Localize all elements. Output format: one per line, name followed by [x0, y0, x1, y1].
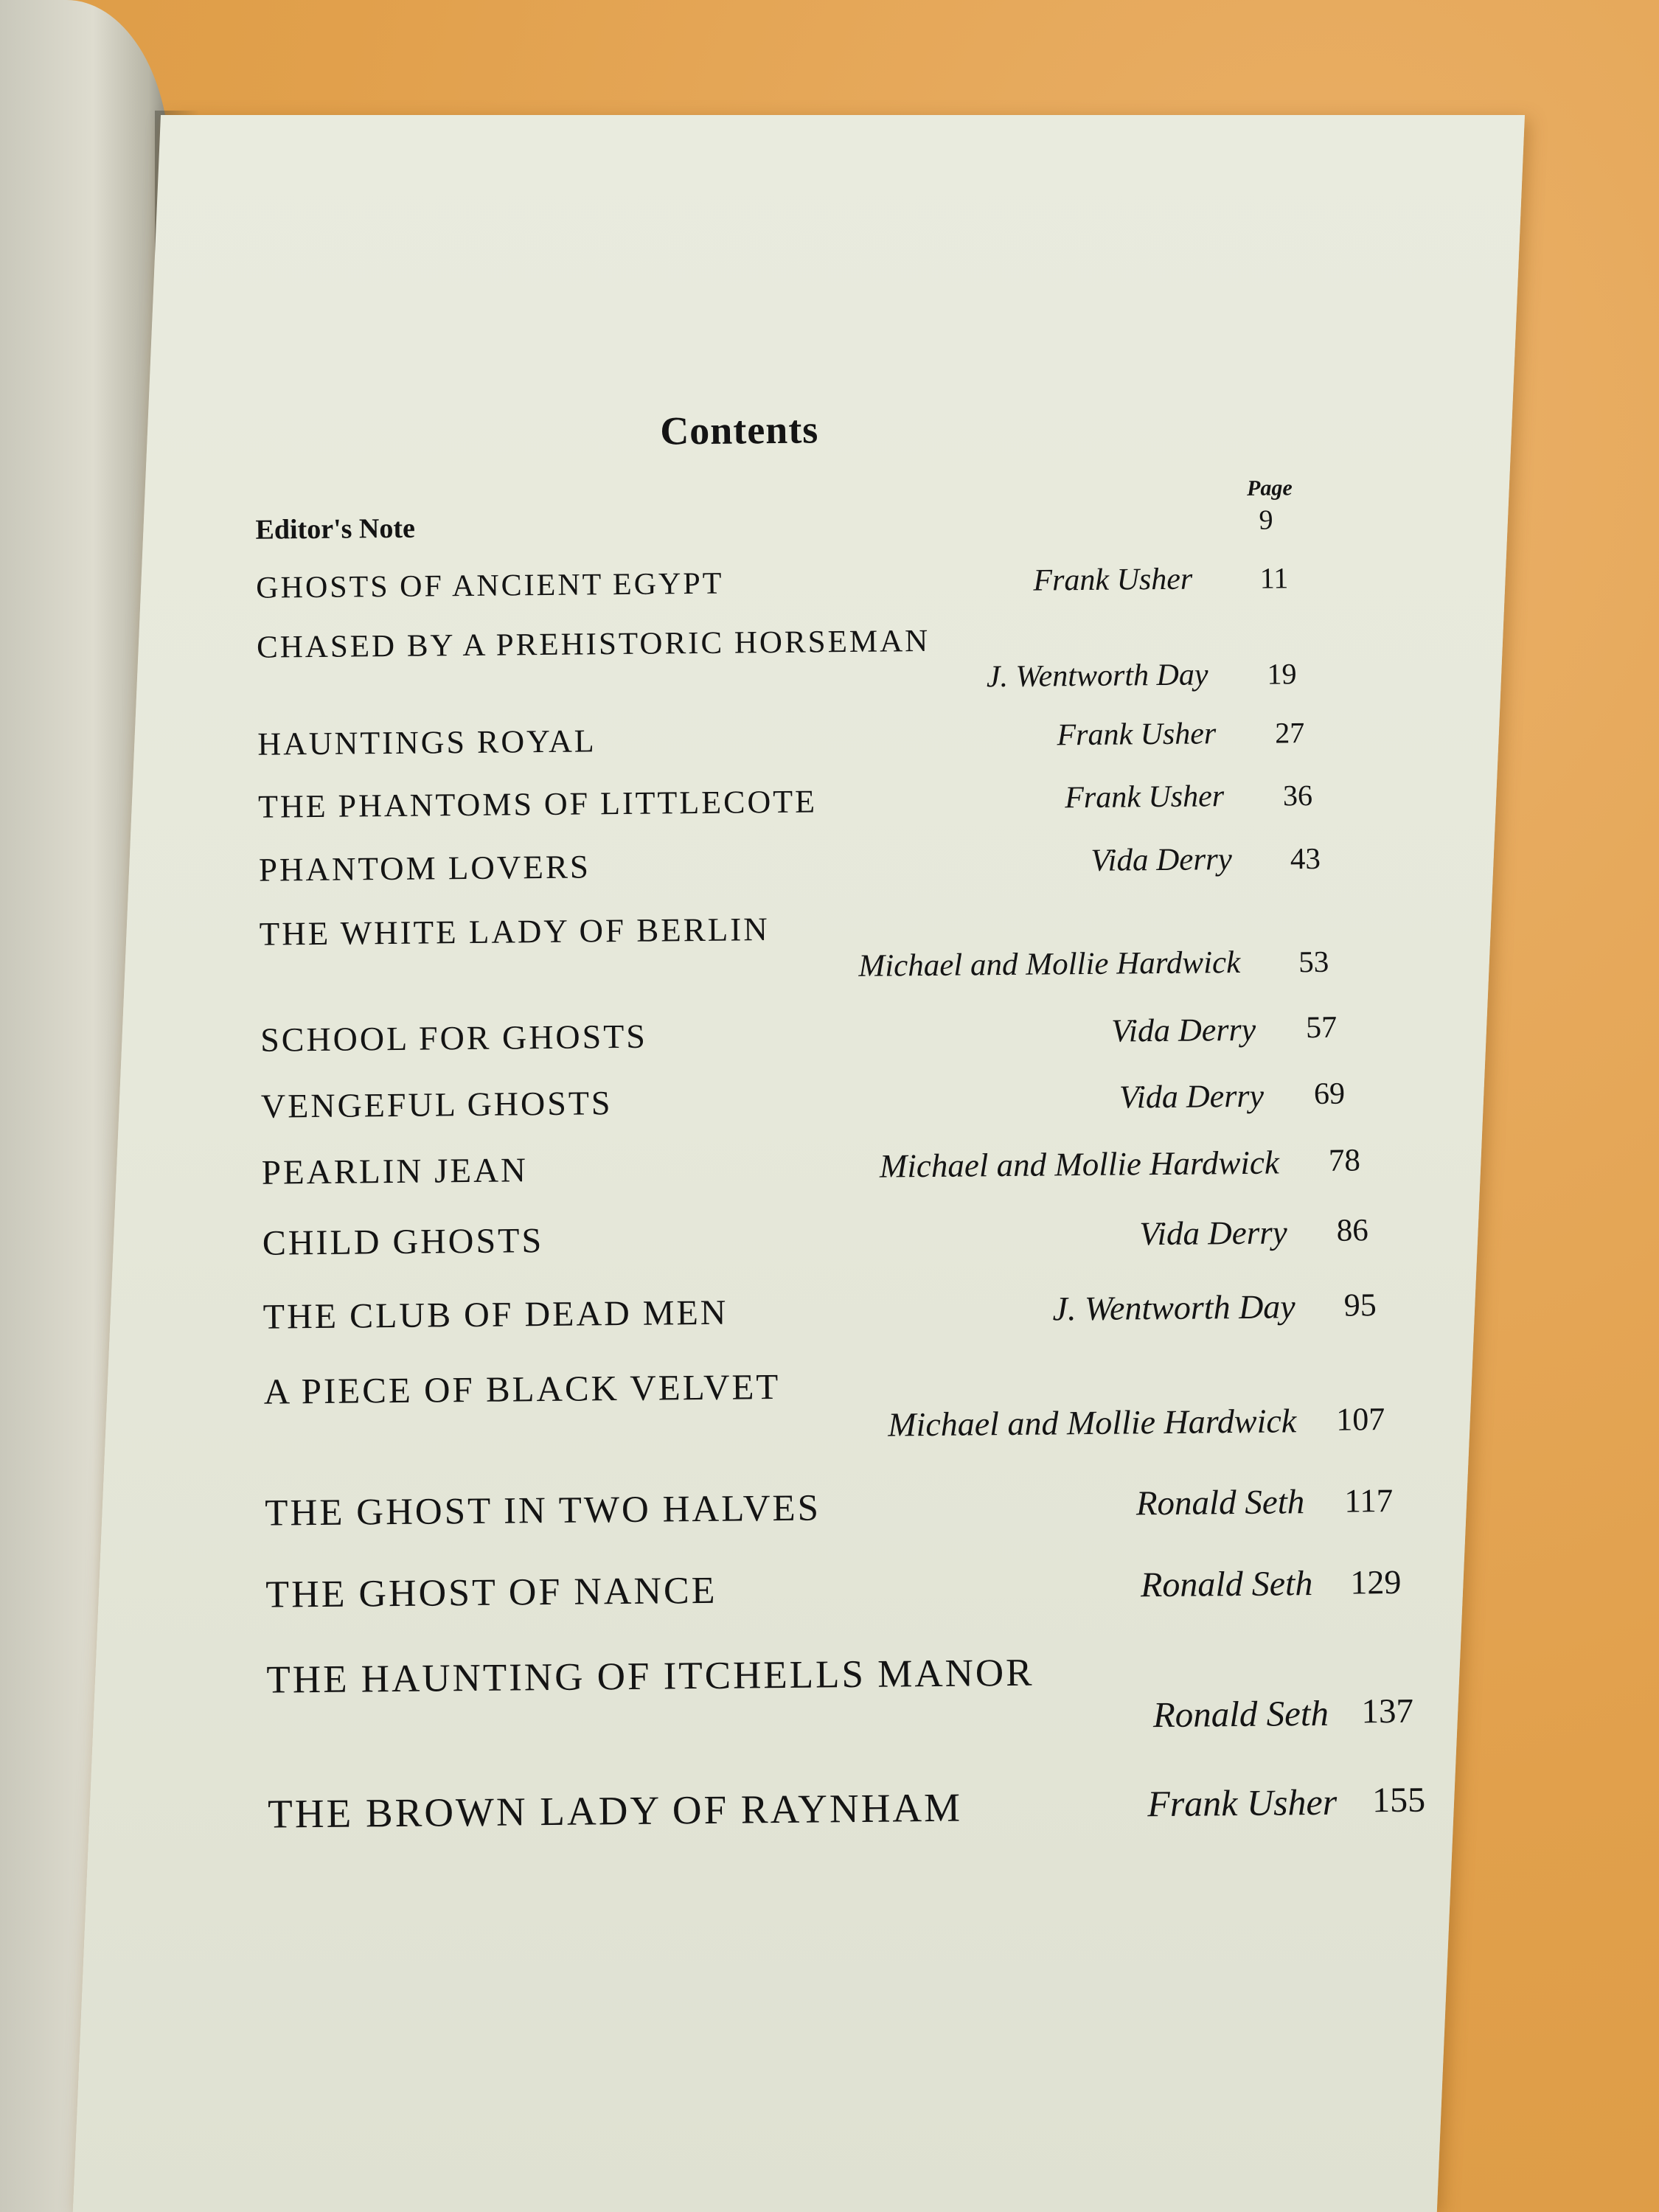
table-of-contents: [159, 400, 1470, 1888]
toc-title-7: SCHOOL FOR GHOSTS: [260, 1017, 648, 1059]
toc-author-13: Ronald Seth: [1135, 1483, 1305, 1523]
toc-author-6: Michael and Mollie Hardwick: [858, 945, 1241, 984]
toc-page-11: 95: [1343, 1287, 1377, 1324]
toc-author-4: Frank Usher: [1065, 779, 1225, 815]
toc-title-9: PEARLIN JEAN: [261, 1151, 529, 1192]
toc-title-0: Editor's Note: [255, 512, 416, 546]
toc-page-4: 36: [1282, 779, 1313, 813]
toc-page-13: 117: [1344, 1481, 1394, 1520]
toc-author-11: J. Wentworth Day: [1052, 1287, 1295, 1328]
toc-author-14: Ronald Seth: [1140, 1564, 1313, 1605]
toc-page-12: 107: [1335, 1401, 1385, 1438]
toc-author-9: Michael and Mollie Hardwick: [879, 1144, 1280, 1185]
toc-author-10: Vida Derry: [1139, 1214, 1287, 1253]
toc-author-16: Frank Usher: [1147, 1781, 1338, 1825]
toc-title-10: CHILD GHOSTS: [262, 1221, 544, 1263]
toc-title-13: THE GHOST IN TWO HALVES: [265, 1487, 821, 1534]
toc-author-8: Vida Derry: [1119, 1077, 1265, 1116]
toc-title-15: THE HAUNTING OF ITCHELLS MANOR: [266, 1651, 1034, 1702]
toc-title-6: THE WHITE LADY OF BERLIN: [259, 911, 770, 953]
toc-author-2: J. Wentworth Day: [986, 658, 1208, 695]
toc-title-16: THE BROWN LADY OF RAYNHAM: [267, 1784, 963, 1837]
toc-author-7: Vida Derry: [1110, 1011, 1256, 1049]
toc-page-14: 129: [1350, 1562, 1402, 1601]
toc-page-9: 78: [1328, 1143, 1361, 1178]
toc-title-14: THE GHOST OF NANCE: [265, 1569, 717, 1616]
toc-page-5: 43: [1290, 841, 1321, 876]
toc-page-0: 9: [1259, 504, 1273, 536]
toc-title-8: VENGEFUL GHOSTS: [260, 1084, 613, 1125]
toc-page-15: 137: [1361, 1691, 1414, 1731]
page-column-label: Page: [1246, 476, 1293, 501]
toc-page-2: 19: [1267, 657, 1297, 691]
toc-title-3: HAUNTINGS ROYAL: [257, 723, 597, 762]
toc-page-3: 27: [1275, 716, 1305, 750]
toc-title-2: CHASED BY A PREHISTORIC HORSEMAN: [256, 623, 931, 665]
toc-author-15: Ronald Seth: [1152, 1692, 1329, 1736]
toc-page-6: 53: [1298, 944, 1329, 979]
toc-author-1: Frank Usher: [1033, 562, 1193, 598]
toc-page-8: 69: [1313, 1077, 1346, 1112]
toc-title-12: A PIECE OF BLACK VELVET: [263, 1366, 781, 1412]
toc-page-7: 57: [1305, 1010, 1338, 1046]
toc-title-5: PHANTOM LOVERS: [258, 848, 591, 888]
toc-author-5: Vida Derry: [1091, 842, 1233, 878]
toc-page-10: 86: [1336, 1213, 1368, 1248]
toc-title-1: GHOSTS OF ANCIENT EGYPT: [256, 566, 724, 605]
toc-author-3: Frank Usher: [1057, 717, 1217, 753]
toc-page-1: 11: [1259, 561, 1289, 595]
toc-title-4: THE PHANTOMS OF LITTLECOTE: [257, 783, 818, 825]
toc-author-12: Michael and Mollie Hardwick: [887, 1402, 1297, 1444]
contents-heading: Contents: [659, 407, 819, 453]
toc-page-16: 155: [1371, 1780, 1426, 1820]
toc-title-11: THE CLUB OF DEAD MEN: [262, 1293, 728, 1337]
